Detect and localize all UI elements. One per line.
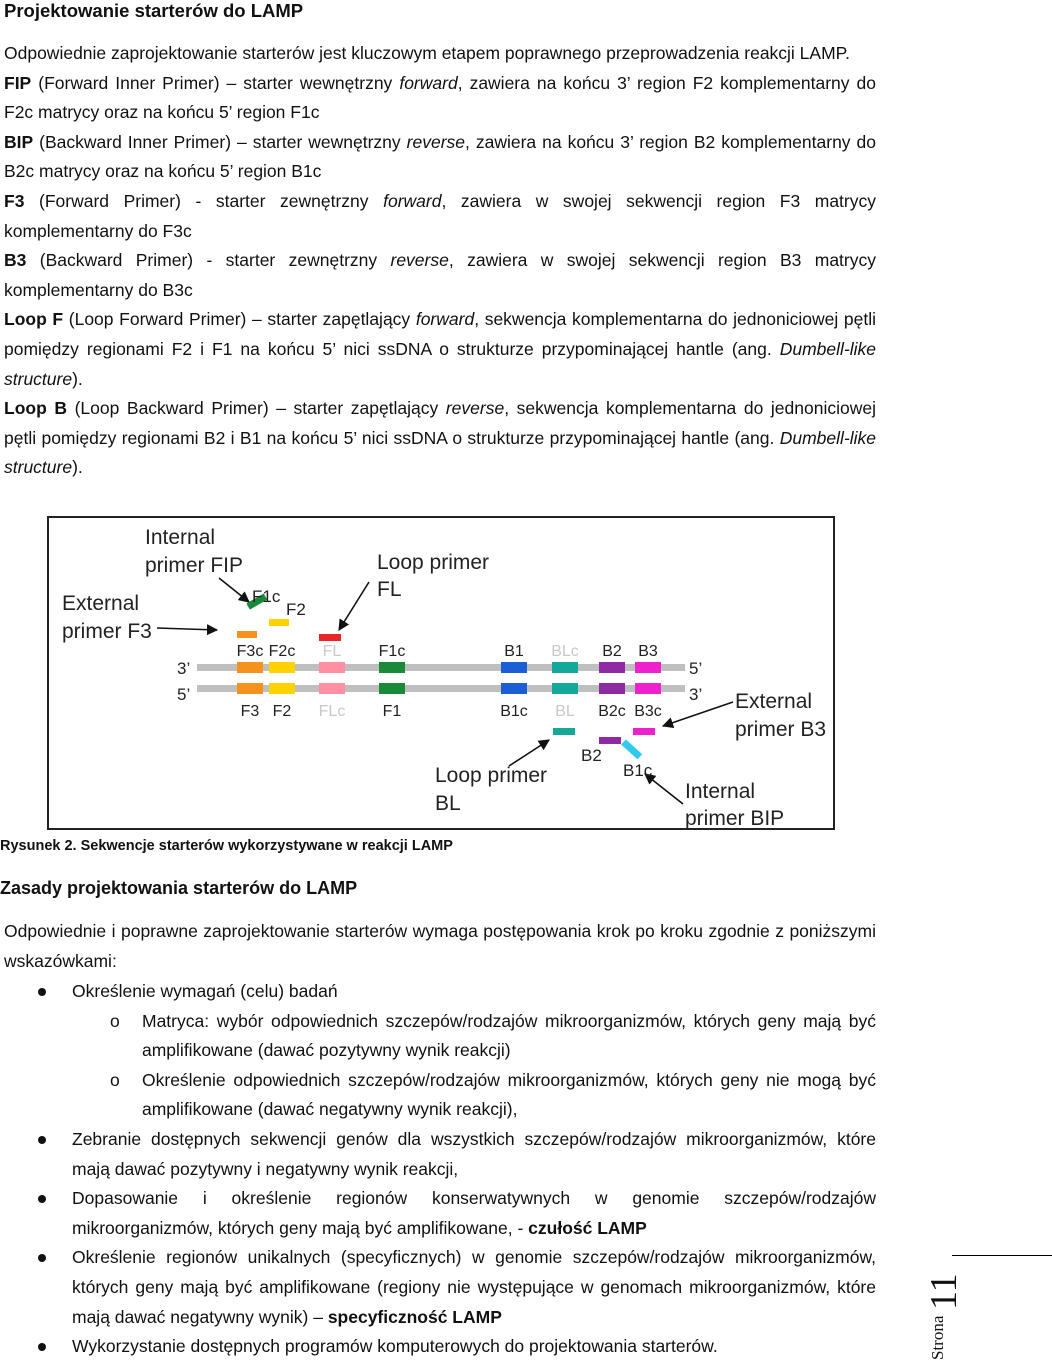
label-external-b3-1: External: [735, 690, 813, 713]
figure-caption: Rysunek 2. Sekwencje starterów wykorzystywane w reakcji LAMP: [0, 838, 453, 854]
bl-primer-bar: [553, 728, 575, 735]
f3-primer-bar: [237, 631, 257, 638]
region-label-top-blc: BLc: [551, 643, 579, 660]
label-external-f3-2: primer F3: [62, 620, 152, 643]
label-loop-fl-1: Loop primer: [377, 551, 490, 574]
label-internal-fip-2: primer FIP: [145, 554, 244, 577]
list-item: Zebranie dostępnych sekwencji genów dla wszystkich szczepów/rodzajów mikroorganizmów, które mają dawać pozytywny i negatywny wynik reakcji,: [4, 1125, 876, 1184]
region-bottom-b2c: [599, 683, 625, 694]
intro-paragraph: [4, 39, 876, 483]
label-external-b3-2: primer B3: [735, 718, 827, 741]
region-top-b2: [599, 662, 625, 673]
section-heading: Projektowanie starterów do LAMP: [4, 0, 304, 21]
region-bottom-bl: [552, 683, 578, 694]
page-number-value: 11: [923, 1273, 965, 1310]
bip-b2-bar: [599, 737, 621, 744]
list-item: Określenie wymagań (celu) badań: [4, 977, 876, 1007]
label-5prime-right: 5’: [689, 659, 703, 678]
arrow-f3: [157, 628, 217, 630]
label-loop-bl-1: Loop primer: [435, 764, 548, 787]
region-bottom-b1c: [501, 683, 527, 694]
region-bottom-f3: [237, 683, 263, 694]
region-label-top-b2: B2: [602, 643, 622, 660]
fl-primer-bar: [319, 634, 341, 641]
region-top-b3: [635, 662, 661, 673]
region-label-bottom-bl: BL: [555, 703, 575, 720]
region-top-f1c: [379, 662, 405, 673]
label-internal-bip-2: primer BIP: [685, 807, 785, 830]
arrow-fl: [339, 582, 369, 630]
region-label-bottom-f1: F1: [382, 703, 402, 720]
region-label-top-fl: FL: [322, 643, 342, 660]
label-f2-top: F2: [286, 600, 306, 619]
label-b2-bottom: B2: [581, 746, 602, 765]
list-item: Wykorzystanie dostępnych programów komputerowych do projektowania starterów.: [4, 1332, 876, 1362]
rules-heading: Zasady projektowania starterów do LAMP: [0, 878, 358, 898]
region-bottom-b3c: [635, 683, 661, 694]
label-3prime-left: 3’: [177, 659, 191, 678]
region-label-bottom-f3: F3: [240, 703, 260, 720]
lamp-primer-figure: [47, 516, 835, 830]
label-external-f3-1: External: [62, 592, 140, 615]
label-internal-bip-1: Internal: [685, 780, 756, 803]
arrow-fip: [219, 578, 249, 602]
region-label-top-f1c: F1c: [378, 643, 406, 660]
region-label-top-b3: B3: [638, 643, 658, 660]
label-3prime-right: 3’: [689, 685, 703, 704]
label-5prime-left: 5’: [177, 685, 191, 704]
region-top-f3c: [237, 662, 263, 673]
region-label-top-f3c: F3c: [236, 643, 264, 660]
primer-b3: B3 (Backward Primer) - starter zewnętrzny reverse, zawiera w swojej sekwencji region B3 matrycy komplementarny do B3c: [4, 250, 876, 300]
list-item: Dopasowanie i określenie regionów konserwatywnych w genomie szczepów/rodzajów mikroorganizmów, których geny mają być amplifikowane, - czułość LAMP: [4, 1184, 876, 1243]
page-number: [922, 1252, 965, 1362]
list-item: Określenie regionów unikalnych (specyficznych) w genomie szczepów/rodzajów mikroorganizmów, których geny mają być amplifikowane (regiony nie występujące w genomach mikroorganizmów, które mają dawać negatywny wynik) – specyficzność LAMP: [4, 1243, 876, 1332]
label-internal-fip-1: Internal: [145, 526, 216, 549]
primer-loop-b: Loop B (Loop Backward Primer) – starter zapętlający reverse, sekwencja komplementarna do jednoniciowej pętli pomiędzy regionami B2 i B1 na końcu 5’ nici ssDNA o strukturze przypominającej hantle (ang. Dumbell-like structure).: [4, 398, 876, 478]
b3-primer-bar: [633, 728, 655, 735]
fip-primer: [237, 587, 341, 641]
page-word: Strona: [928, 1315, 947, 1360]
sub-list-item: o Określenie odpowiednich szczepów/rodzajów mikroorganizmów, których geny nie mogą być amplifikowane (dawać negatywny wynik reakcji),: [110, 1069, 876, 1120]
region-bottom-flc: [319, 683, 345, 694]
rules-list: [4, 977, 876, 1362]
label-loop-fl-2: FL: [377, 578, 402, 601]
bip-primer: [553, 728, 655, 780]
region-label-bottom-flc: FLc: [318, 703, 346, 720]
region-top-fl: [319, 662, 345, 673]
region-label-bottom-b1c: B1c: [500, 703, 528, 720]
sub-list-item: o Matryca: wybór odpowiednich szczepów/rodzajów mikroorganizmów, których geny mają być amplifikowane (dawać pozytywny wynik reakcji): [110, 1010, 876, 1061]
region-top-b1: [501, 662, 527, 673]
fip-f2-bar: [269, 619, 289, 626]
region-label-top-b1: B1: [504, 643, 524, 660]
region-bottom-f1: [379, 683, 405, 694]
label-f1c-top: F1c: [252, 587, 281, 606]
region-label-bottom-b3c: B3c: [634, 703, 662, 720]
primer-fip: FIP (Forward Inner Primer) – starter wewnętrzny forward, zawiera na końcu 3’ region F2 komplementarny do F2c matrycy oraz na końcu 5’ region F1c: [4, 72, 877, 123]
region-top-f2c: [269, 662, 295, 673]
region-label-top-f2c: F2c: [268, 643, 296, 660]
rules-intro: [4, 917, 876, 976]
region-bottom-f2: [269, 683, 295, 694]
label-loop-bl-2: BL: [435, 792, 461, 815]
primer-f3: F3 (Forward Primer) - starter zewnętrzny forward, zawiera w swojej sekwencji region F3 matrycy komplementarny do F3c: [4, 190, 876, 241]
primer-bip: BIP (Backward Inner Primer) – starter wewnętrzny reverse, zawiera na końcu 3’ region B2 komplementarny do B2c matrycy oraz na końcu 5’ region B1c: [4, 131, 876, 182]
arrow-b3: [663, 702, 733, 726]
region-top-blc: [552, 662, 578, 673]
rules-intro-text: Odpowiednie i poprawne zaprojektowanie starterów wymaga postępowania krok po kroku zgodnie z poniższymi wskazówkami:: [4, 921, 876, 971]
region-label-bottom-f2: F2: [272, 703, 292, 720]
arrow-bl: [509, 740, 549, 766]
primer-loop-f: Loop F (Loop Forward Primer) – starter zapętlający forward, sekwencja komplementarna do jednoniciowej pętli pomiędzy regionami F2 i F1 na końcu 5’ nici ssDNA o strukturze przypominającej hantle (ang. Dumbell-like structure).: [4, 309, 876, 389]
bip-b1c-bar: [621, 739, 642, 759]
region-label-bottom-b2c: B2c: [598, 703, 626, 720]
intro-text: Odpowiednie zaprojektowanie starterów jest kluczowym etapem poprawnego przeprowadzenia reakcji LAMP.: [4, 43, 850, 63]
lamp-diagram: [49, 518, 833, 828]
label-b1c-bottom: B1c: [623, 761, 653, 780]
